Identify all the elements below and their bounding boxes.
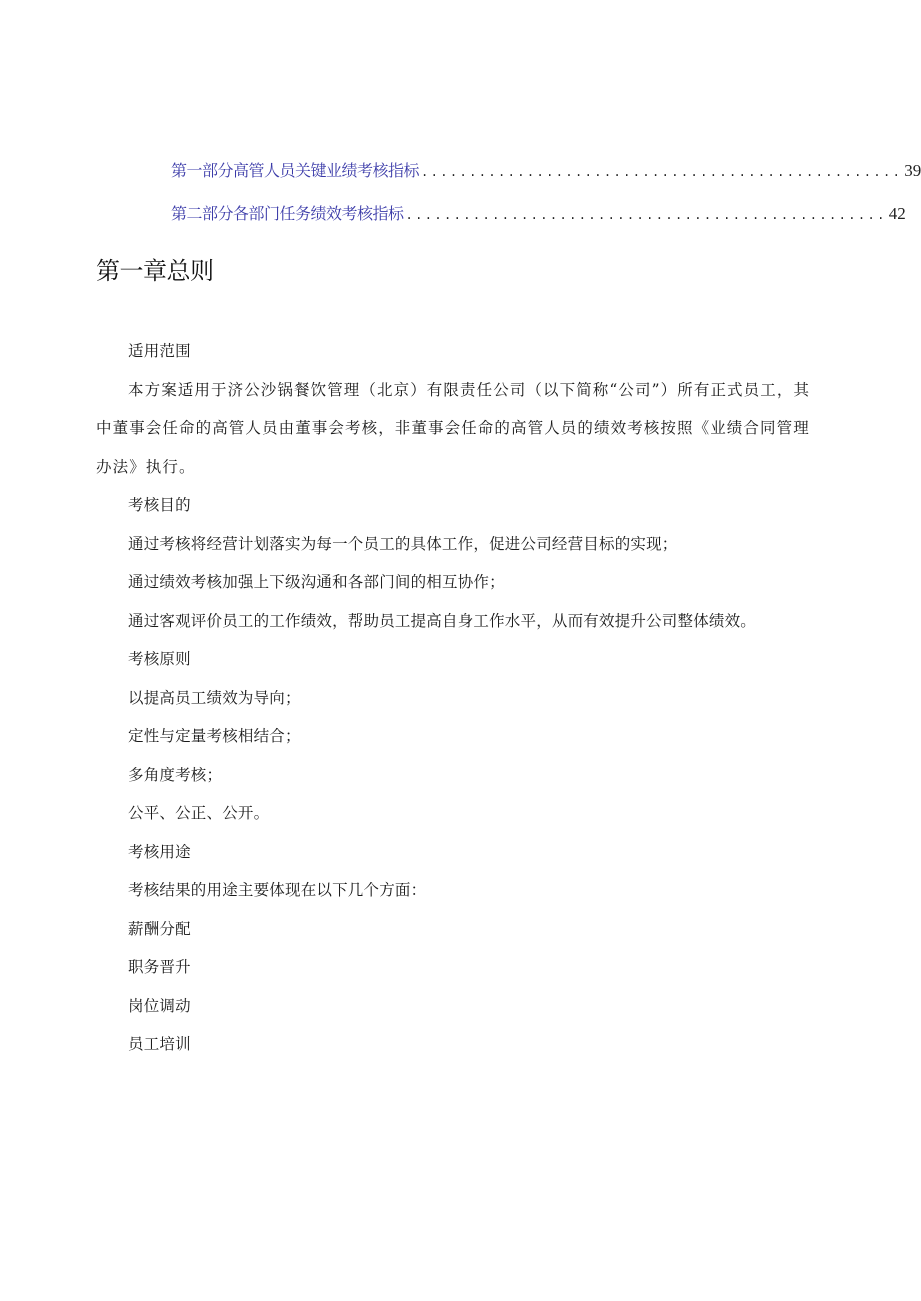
section-heading-scope: 适用范围: [128, 342, 191, 360]
table-of-contents: [171, 158, 921, 244]
usage-item: 员工培训: [128, 1035, 191, 1053]
purpose-item: 通过客观评价员工的工作绩效，帮助员工提高自身工作水平，从而有效提升公司整体绩效。: [128, 611, 757, 630]
document-body: [96, 332, 816, 1064]
toc-link-part-one[interactable]: 第一部分高管人员关键业绩考核指标: [171, 161, 420, 180]
toc-page-number: 39: [904, 161, 921, 180]
toc-leader-dots: ..................................................: [421, 165, 903, 179]
section-heading-purpose: 考核目的: [128, 496, 191, 514]
purpose-item: 通过考核将经营计划落实为每一个员工的具体工作，促进公司经营目标的实现；: [128, 534, 678, 553]
usage-item: 职务晋升: [128, 958, 191, 976]
usage-item: 薪酬分配: [128, 919, 191, 938]
section-heading-usage: 考核用途: [128, 842, 191, 861]
purpose-item: 通过绩效考核加强上下级沟通和各部门间的相互协作；: [128, 573, 505, 591]
usage-item: 岗位调动: [128, 996, 191, 1015]
section-heading-principle: 考核原则: [128, 650, 191, 668]
chapter-title: 第一章总则: [96, 257, 214, 285]
principle-item: 多角度考核；: [128, 765, 223, 784]
principle-item: 公平、公正、公开。: [128, 804, 270, 822]
toc-leader-dots: ..................................................: [405, 208, 887, 222]
toc-entry: [171, 158, 921, 184]
usage-intro: 考核结果的用途主要体现在以下几个方面：: [128, 881, 427, 899]
toc-page-number: 42: [888, 204, 906, 223]
toc-entry: [171, 201, 906, 227]
principle-item: 定性与定量考核相结合；: [128, 727, 301, 745]
toc-link-part-two[interactable]: 第二部分各部门任务绩效考核指标: [171, 204, 404, 223]
principle-item: 以提高员工绩效为导向；: [128, 688, 301, 707]
scope-paragraph: 本方案适用于济公沙锅餐饮管理（北京）有限责任公司（以下简称“公司”）所有正式员工，其中董事会任命的高管人员由董事会考核，非董事会任命的高管人员的绩效考核按照《业绩合同管理办法》执行。: [96, 380, 811, 476]
